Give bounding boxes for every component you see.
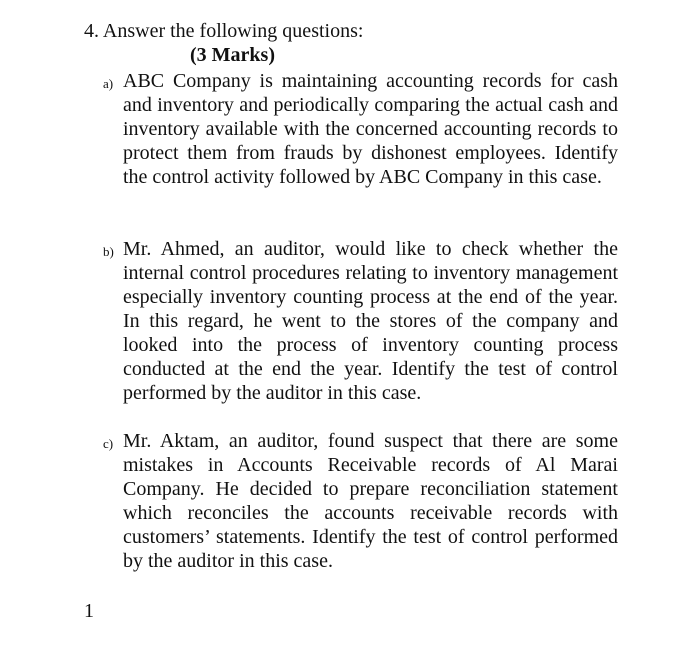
page-number: 1 bbox=[84, 600, 94, 622]
question-b-label: b) bbox=[103, 244, 114, 259]
question-c-label: c) bbox=[103, 436, 114, 451]
question-a-text: ABC Company is maintaining accounting records for cash and inventory and periodically comparing the actual cash and inventory available with the concerned accounting records to protect them from frauds by dishonest employees. Identify the control activity followed by ABC Company in this case. bbox=[123, 70, 618, 188]
question-a-label: a) bbox=[103, 76, 114, 91]
question-c-text: Mr. Aktam, an auditor, found suspect that there are some mistakes in Accounts Receivable records of Al Marai Company. He decided to prepare reconciliation statement which reconciles the accounts receivable records with customers’ statements. Identify the test of control performed by the auditor in this case. bbox=[123, 430, 618, 572]
marks-label: (3 Marks) bbox=[190, 44, 275, 66]
question-b-text: Mr. Ahmed, an auditor, would like to check whether the internal control procedures relating to inventory management especially inventory counting process at the end of the year. In this regard, he went to the stores of the company and looked into the process of inventory counting process conducted at the end the year. Identify the test of control performed by the auditor in this case. bbox=[123, 238, 618, 404]
question-heading: 4. Answer the following questions: bbox=[84, 20, 364, 42]
